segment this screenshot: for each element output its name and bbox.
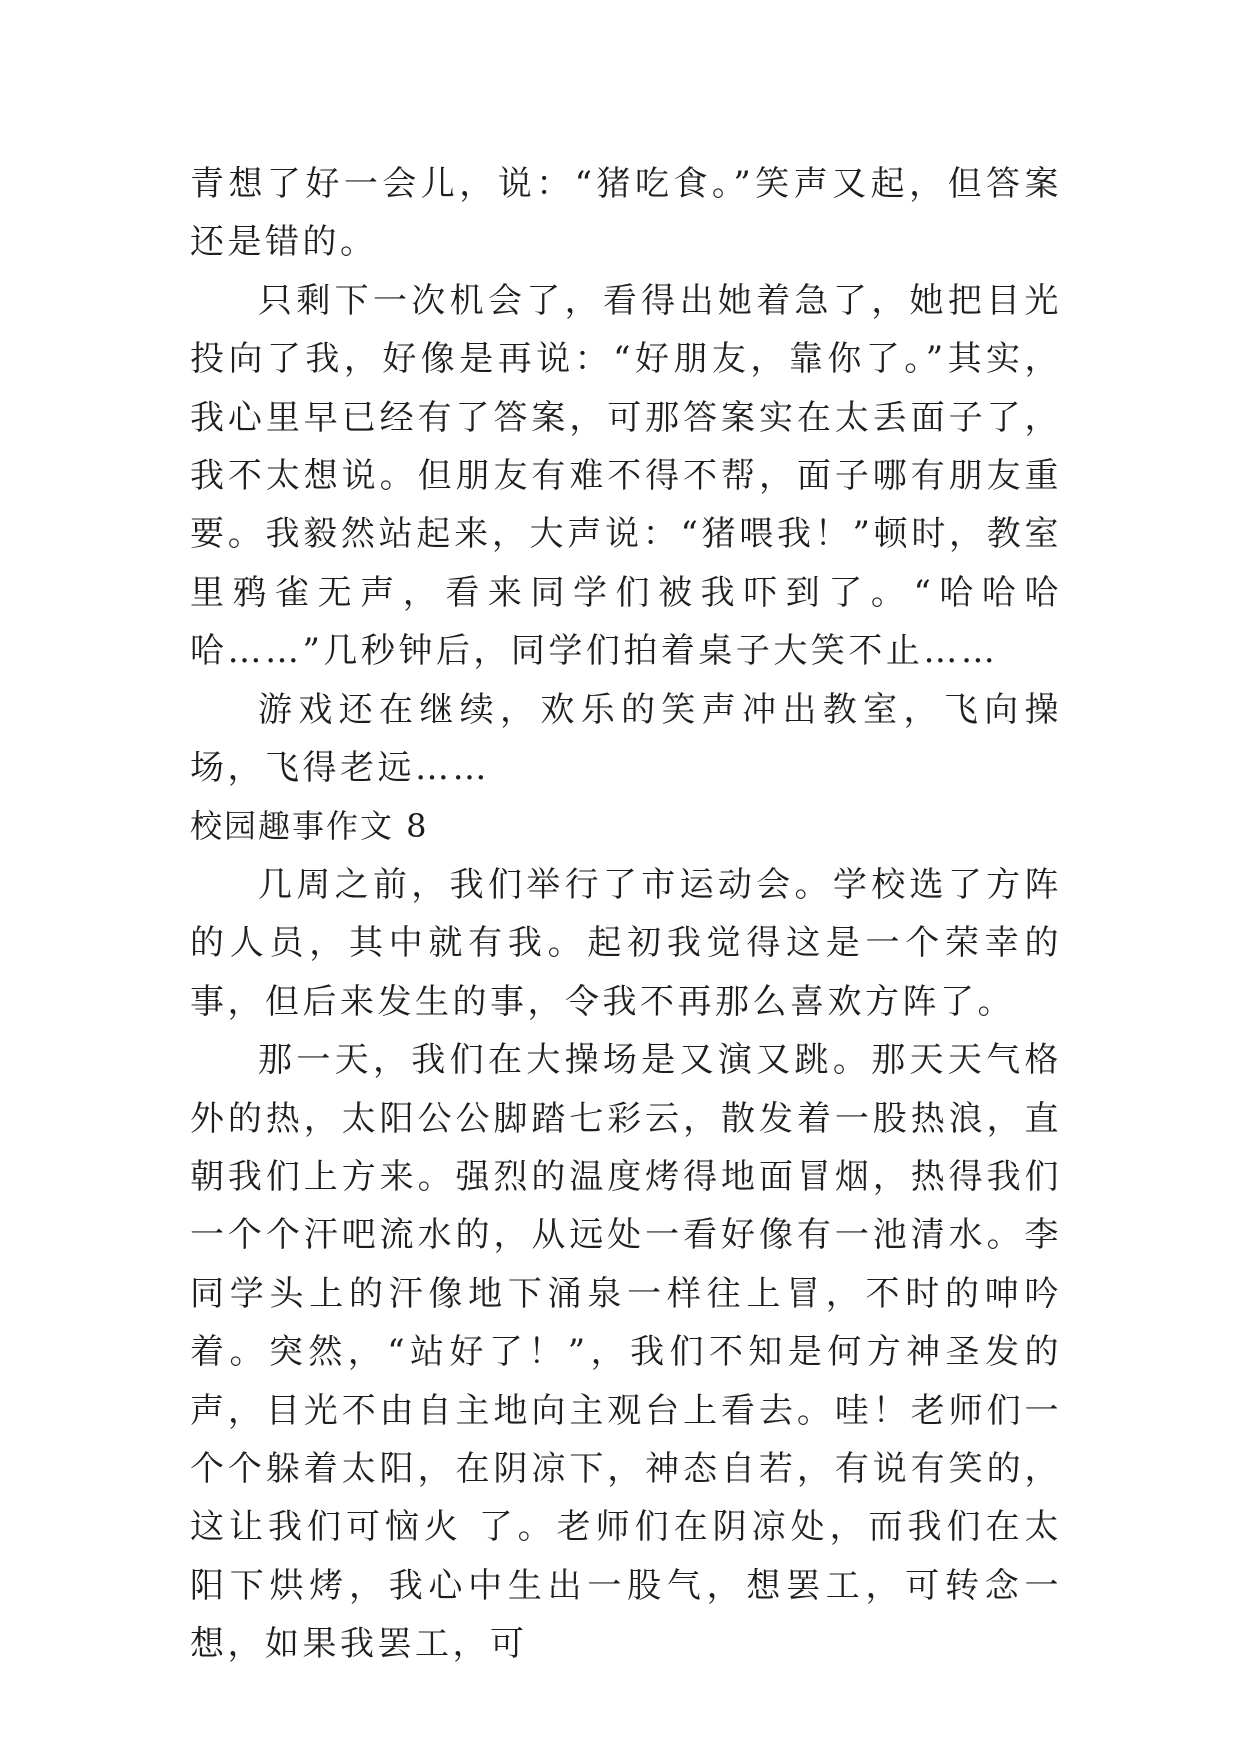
paragraph-5: 那一天，我们在大操场是又演又跳。那天天气格外的热，太阳公公脚踏七彩云，散发着一股热浪，直朝我们上方来。强烈的温度烤得地面冒烟，热得我们一个个汗吧流水的，从远处一看好像有一池清水。李同学头上的汗像地下涌泉一样往上冒，不时的呻吟着。突然，“站好了！”，我们不知是何方神圣发的声，目光不由自主地向主观台上看去。哇！老师们一个个躲着太阳，在阴凉下，神态自若，有说有笑的，这让我们可恼火 了。老师们在阴凉处，而我们在太阳下烘烤，我心中生出一股气，想罢工，可转念一想，如果我罢工，可 <box>190 1040 1062 1665</box>
paragraph-4: 几周之前，我们举行了市运动会。学校选了方阵的人员，其中就有我。起初我觉得这是一个荣幸的事，但后来发生的事，令我不再那么喜欢方阵了。 <box>190 864 1062 1022</box>
document-page <box>190 155 1062 1674</box>
paragraph-2: 只剩下一次机会了，看得出她着急了，她把目光投向了我，好像是再说：“好朋友，靠你了。”其实，我心里早已经有了答案，可那答案实在太丢面子了，我不太想说。但朋友有难不得不帮，面子哪有朋友重要。我毅然站起来，大声说：“猪喂我！”顿时，教室里鸦雀无声，看来同学们被我吓到了。“哈哈哈哈……”几秒钟后，同学们拍着桌子大笑不止…… <box>190 280 1062 672</box>
essay-heading: 校园趣事作文 8 <box>190 807 429 846</box>
paragraph-3: 游戏还在继续，欢乐的笑声冲出教室，飞向操场，飞得老远…… <box>190 689 1062 789</box>
paragraph-1: 青想了好一会儿，说：“猪吃食。”笑声又起，但答案还是错的。 <box>190 164 1062 263</box>
